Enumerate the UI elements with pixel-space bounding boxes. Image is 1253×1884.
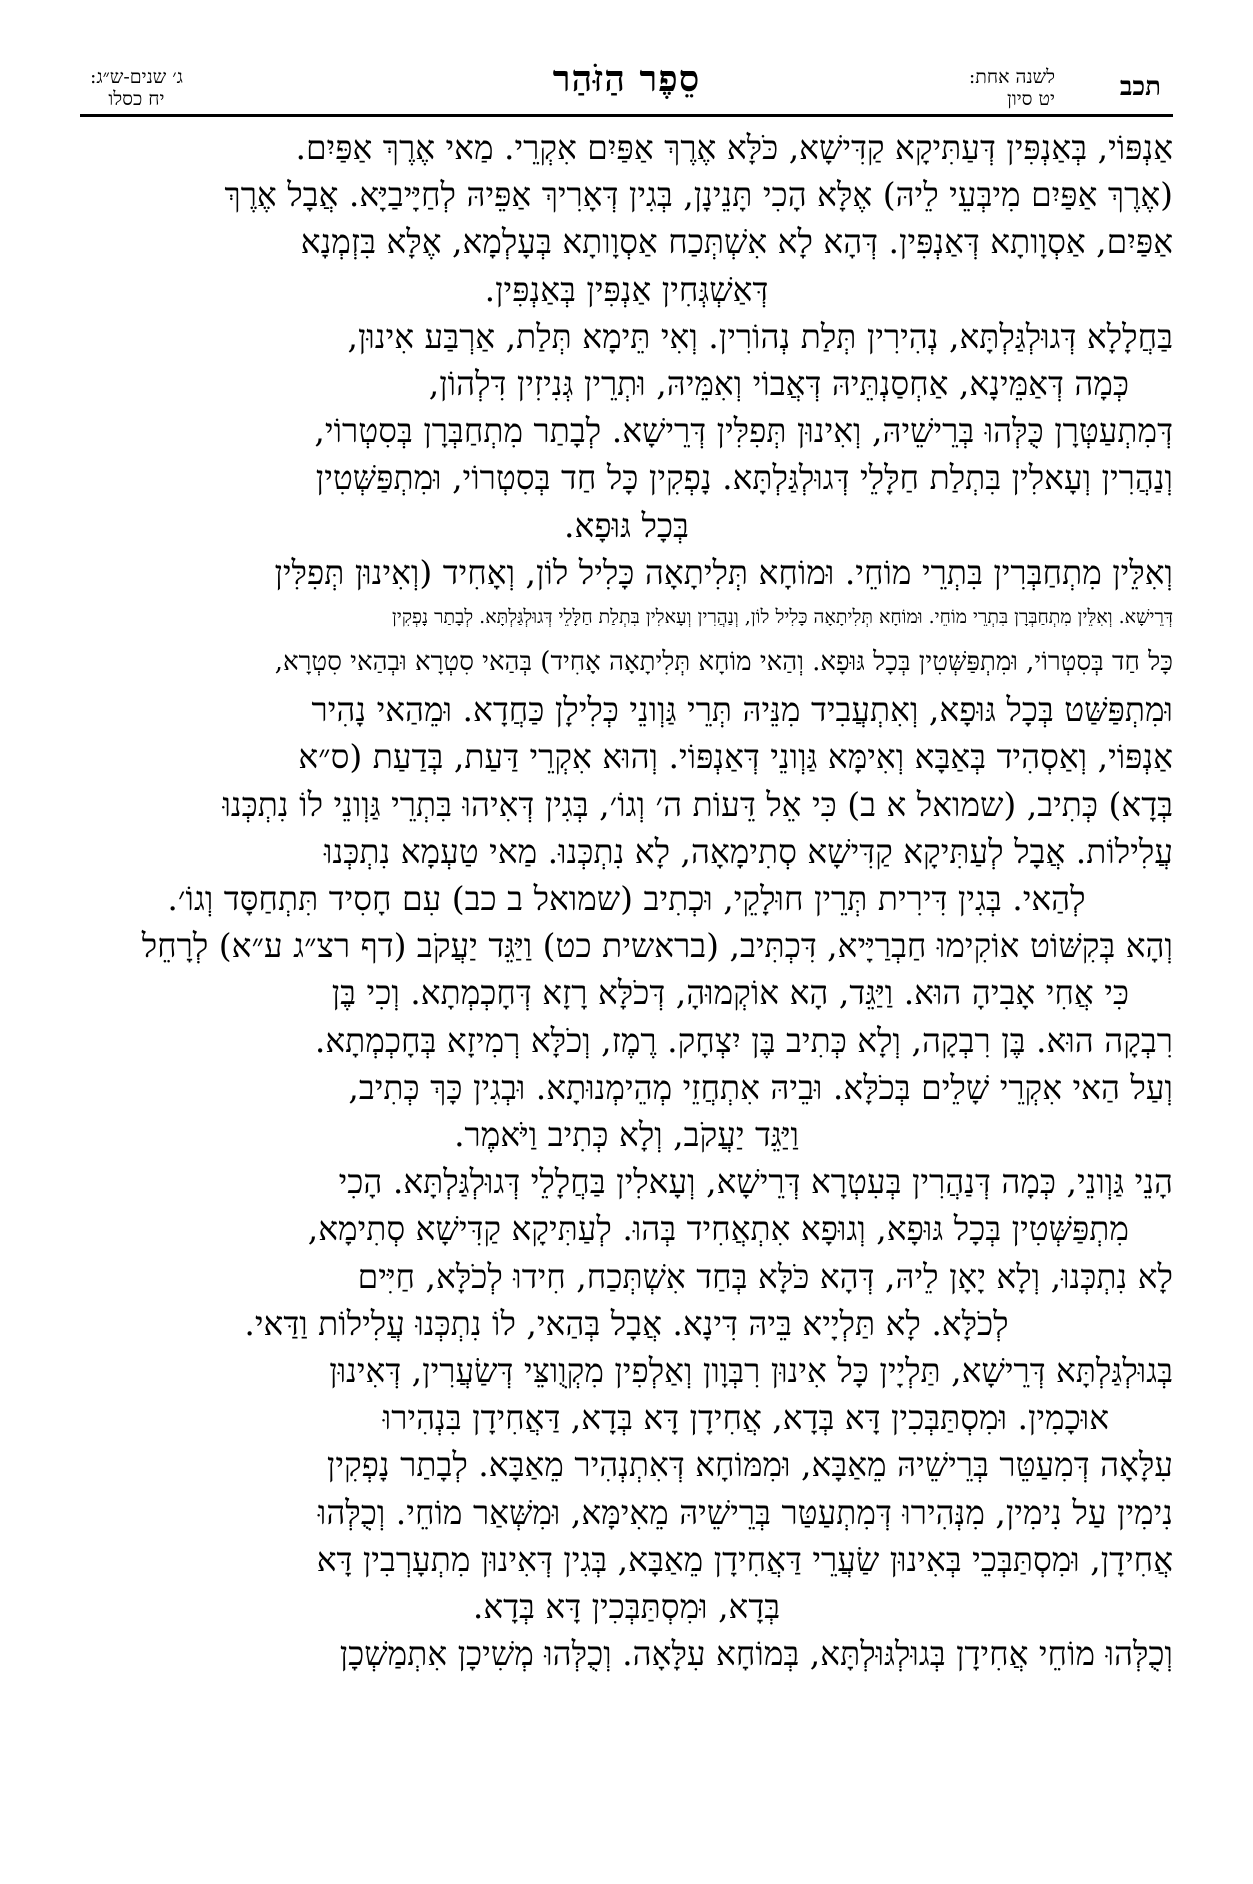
text-line: וּמִתְפַּשַּׁט בְּכָל גּוּפָא, וְאִתְעֲבִיד מִנֵּיהּ תְּרֵי גַּוְונֵי כְּלִילָן כַּחֲדָא. וּמֵהַאי נָהִיר xyxy=(311,690,1173,730)
paragraph-start-line: הָנֵי גַּוְונֵי, כְּמָה דְּנַהֲרִין בְּעִטְרָא דְּרֵישָׁא, וְעָאלִין בַּחֲלָלֵי דְּגוּלְגַּלְתָּא. הָכִי xyxy=(338,1162,1173,1202)
paragraph-start-line: וְהָא בְּקִשּׁוֹט אוֹקִימוּ חַבְרַיָּיא, דִּכְתִּיב, (בראשית כט) וַיַּגֵּד יַעֲקֹב (דף רצ״ג ע״א) לְרָחֵל xyxy=(141,926,1173,966)
text-line: כְּמָה דְּאַמֵּינָא, אַחְסַנְתֵּיהּ דְּאֲבוֹי וְאִמֵּיהּ, וּתְרֵין גְּנִיזִין דִּלְהוֹן, xyxy=(428,364,1129,404)
variant-reading-line: דְּרֵישָׁא. וְאִלֵּין מִתְחַבְּרָן בִּתְרֵי מוֹחֵי. וּמוֹחָא תְּלִיתָאָה כָּלִיל לוֹן, וְנַהֲרִין וְעָאלִין בִּתְלַת חַלָּלֵי דְּגוּלְגַּלְתָּא. לְבָתַר נָפְקִין xyxy=(392,606,1173,629)
book-title: סֵפֶר הַזֹּהַר xyxy=(552,58,701,100)
text-line: וְנַהֲרִין וְעָאלִין בִּתְלַת חַלָּלֵי דְּגוּלְגַּלְתָּא. נָפְקִין כָּל חַד בְּסִטְרוֹי, וּמִתְפַּשְּׁטִין xyxy=(315,458,1173,498)
text-line: כִּי אֲחִי אָבִיהָ הוּא. וַיַּגֵּד, הָא אוֹקְמוּהָ, דְּכֹלָּא רָזָא דְּחָכְמְתָא. וְכִי בֶּן xyxy=(331,973,1129,1013)
schedule-label: לשנה אחת: xyxy=(968,66,1055,88)
text-line: בְּכָל גּוּפָא. xyxy=(564,505,689,545)
text-line: (אֶרֶךְ אַפַּיִם מִיבְּעֵי לֵיהּ) אֶלָּא הָכִי תָּנֵינָן, בְּגִין דְּאָרִיךְ אַפֵּיהּ לְחַיָּיבַיָּא. אֲבָל אֶרֶךְ xyxy=(224,175,1173,215)
schedule-date: יח כסלו xyxy=(108,88,165,110)
text-line: עִלָּאָה דְּמִעַטֵּר בְּרֵישֵׁיהּ מֵאַבָּא, וּמִמּוֹחָא דְּאִתְנְהִיר מֵאַבָּא. לְבָתַר נָפְקִין xyxy=(326,1445,1173,1485)
text-line: רִבְקָה הוּא. בֶּן רִבְקָה, וְלָא כְּתִיב בֶּן יִצְחָק. רֶמֶז, וְכֹלָּא רְמִיזָא בְּחָכְמְתָא. xyxy=(314,1020,1173,1060)
paragraph-start-line: בַּחֲלָלָא דְּגוּלְגַּלְתָּא, נְהִירִין תְּלַת נְהוֹרִין. וְאִי תֵּימָא תְּלַת, אַרְבַּע אִינוּן, xyxy=(347,316,1173,356)
schedule-label: ג׳ שנים-ש״ג: xyxy=(90,66,183,88)
text-line: אַנְפּוֹי, וְאַסְהִיד בְּאַבָּא וְאִימָּא גַּוְונֵי דְּאַנְפּוֹי. וְהוּא אִקְרֵי דַּעַת, בְּדַעַת (ס״א xyxy=(298,737,1173,777)
text-line: נִימִין עַל נִימִין, מִנְּהִירוּ דְּמִתְעַטַּר בְּרֵישֵׁיהּ מֵאִימָּא, וּמִשְּׁאַר מוֹחֵי. וְכֻלְּהוּ xyxy=(317,1492,1173,1532)
text-line: אַפַּיִם, אַסְוָותָא דְּאַנְפִּין. דְּהָא לָא אִשְׁתְּכַח אַסְוָותָא בְּעָלְמָא, אֶלָּא בִּזְמְנָא xyxy=(300,222,1173,262)
text-line: דְּאַשְׁגְּחִין אַנְפִּין בְּאַנְפִּין. xyxy=(484,269,769,309)
text-body xyxy=(80,124,1173,1844)
text-line: וְעַל הַאי אִקְרֵי שָׁלֵים בְּכֹלָּא. וּבֵיהּ אִתְחֲזֵי מְהֵימְנוּתָא. וּבְגִין כָּךְ כְּתִיב, xyxy=(348,1067,1173,1107)
header-divider xyxy=(80,114,1173,117)
page-header xyxy=(80,28,1173,118)
text-line: דְּמִתְעַטְּרָן כֻּלְּהוּ בְּרֵישֵׁיהּ, וְאִינוּן תְּפִלִּין דְּרֵישָׁא. לְבָתַר מִתְחַבְּרָן בְּסִטְרוֹי, xyxy=(314,411,1173,451)
text-line: מִתְפַּשְּׁטִין בְּכָל גּוּפָא, וְגוּפָא אִתְאֲחִיד בְּהוּ. לְעַתִּיקָא קַדִּישָׁא סְתִימָא, xyxy=(307,1209,1129,1249)
text-line: אַנְפּוֹי, בְּאַנְפִּין דְּעַתִּיקָא קַדִּישָׁא, כֹּלָּא אֶרֶךְ אַפַּיִם אִקְרֵי. מַאי אֶרֶךְ אַפַּיִם. xyxy=(295,128,1173,167)
text-line: אֲחִידָן, וּמִסְתַּבְּכֵי בְּאִינוּן שַׂעֲרֵי דַּאֲחִידָן מֵאַבָּא, בְּגִין דְּאִינוּן מִתְעָרְבִין דָּא xyxy=(316,1539,1173,1579)
text-line: לְכֹלָּא. לָא תַּלְיָיא בֵּיהּ דִּינָא. אֲבָל בְּהַאי, לוֹ נִתְכְּנוּ עֲלִילוֹת וַדַּאי. xyxy=(244,1303,1009,1343)
variant-reading-line: כָּל חַד בְּסִטְרוֹי, וּמִתְפַּשְּׁטִין בְּכָל גּוּפָא. וְהַאי מוֹחָא תְּלִיתָאָה אָחִיד) בְּהַאי סִטְרָא וּבְהַאי סִטְרָא, xyxy=(274,647,1173,678)
study-schedule-three-years xyxy=(90,66,183,110)
text-line: וַיַּגֵּד יַעֲקֹב, וְלָא כְּתִיב וַיֹּאמֶר. xyxy=(454,1115,799,1155)
text-line: בְּדָא, וּמִסְתַּבְּכִין דָּא בְּדָא. xyxy=(472,1587,781,1627)
text-line: בְּדָא) כְּתִיב, (שמואל א ב) כִּי אֵל דֵּעוֹת ה׳ וְגוֹ׳, בְּגִין דְּאִיהוּ בִּתְרֵי גַּוְונֵי לוֹ נִתְכְּנוּ xyxy=(222,784,1173,824)
text-line: אוּכָמִין. וּמִסְתַּבְּכִין דָּא בְּדָא, אֲחִידָן דָּא בְּדָא, דַּאֲחִידָן בִּנְהִירוּ xyxy=(382,1398,1109,1438)
text-line: עֲלִילוֹת. אֲבָל לְעַתִּיקָא קַדִּישָׁא סְתִימָאָה, לָא נִתְכְּנוּ. מַאי טַעְמָא נִתְכְּנוּ xyxy=(324,831,1173,871)
schedule-date: יט סיון xyxy=(1007,88,1055,110)
text-line: לָא נִתְכְּנוּ, וְלָא יָאָן לֵיהּ, דְּהָא כֹּלָּא בְּחַד אִשְׁתְּכַח, חִידוּ לְכֹלָּא, חַיִּים xyxy=(357,1256,1173,1296)
paragraph-start-line: בְּגוּלְגַּלְתָּא דְּרֵישָׁא, תַּלְיָין כָּל אִינוּן רִבְּוָון וְאַלְפִין מִקְוֻוצֵּי דְּשַׂעֲרִין, דְּאִינוּן xyxy=(329,1351,1173,1391)
text-line: לְהַאי. בְּגִין דִּירִית תְּרֵין חוּלָקֵי, וּכְתִיב (שמואל ב כב) עִם חָסִיד תִּתְחַסָּד וְגוֹ׳. xyxy=(167,879,1086,919)
paragraph-start-line: וְכֻלְּהוּ מוֹחֵי אֲחִידָן בְּגוּלְגּוּלְתָּא, בְּמוֹחָא עִלָּאָה. וְכֻלְּהוּ מְשִׁיכָן אִתְמַשְׁכָן xyxy=(339,1634,1173,1674)
page-number: תכב xyxy=(1119,72,1161,102)
paragraph-start-line: וְאִלֵּין מִתְחַבְּרִין בִּתְרֵי מוֹחֵי. וּמוֹחָא תְּלִיתָאָה כָּלִיל לוֹן, וְאָחִיד (וְאִינוּן תְּפִלִּין xyxy=(274,552,1173,592)
